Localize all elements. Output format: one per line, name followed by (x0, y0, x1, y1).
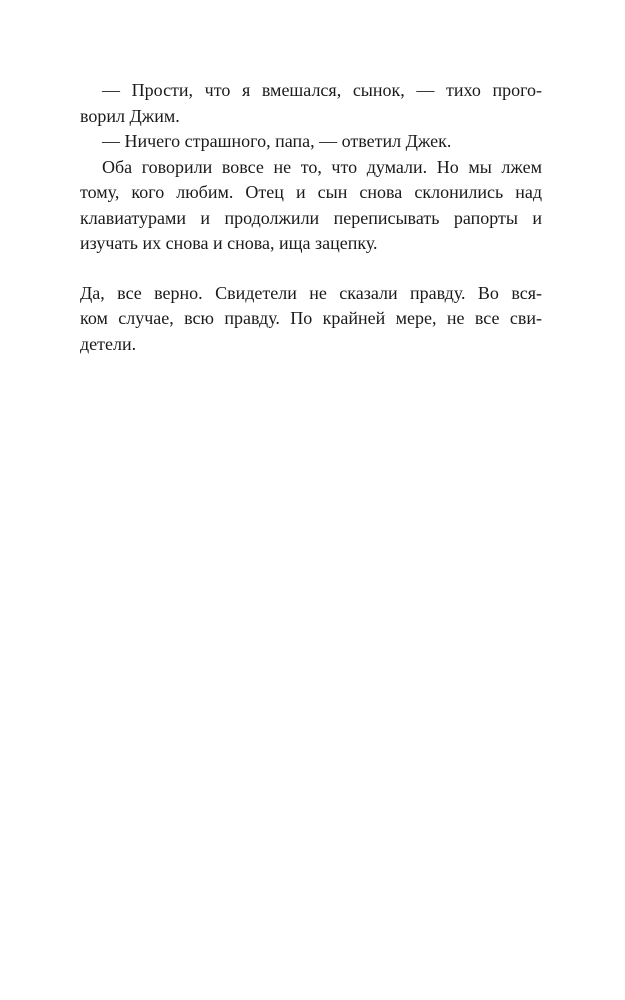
text-line: ком случае, всю правду. По крайней мере, не все сви- (80, 308, 542, 328)
paragraph-witnesses (80, 281, 542, 358)
text-line: — Ничего страшного, папа, — ответил Джек. (102, 131, 452, 151)
text-line: ворил Джим. (80, 105, 180, 126)
paragraph-dialogue-jack (80, 129, 542, 155)
paragraph-narration (80, 155, 542, 257)
paragraph-dialogue-jim (80, 78, 542, 129)
text-line: детели. (80, 333, 137, 354)
section-break (80, 257, 542, 281)
text-line: клавиатурами и продолжили переписывать рапорты и (80, 207, 542, 228)
text-line: тому, кого любим. Отец и сын снова склонились над (80, 182, 542, 202)
page-text (80, 78, 542, 357)
text-line: — Прости, что я вмешался, сынок, — тихо прого- (102, 80, 542, 100)
text-line: изучать их снова и снова, ища зацепку. (80, 233, 378, 253)
text-line: Да, все верно. Свидетели не сказали правду. Во вся- (80, 282, 542, 303)
text-line: Оба говорили вовсе не то, что думали. Но мы лжем (102, 156, 542, 177)
